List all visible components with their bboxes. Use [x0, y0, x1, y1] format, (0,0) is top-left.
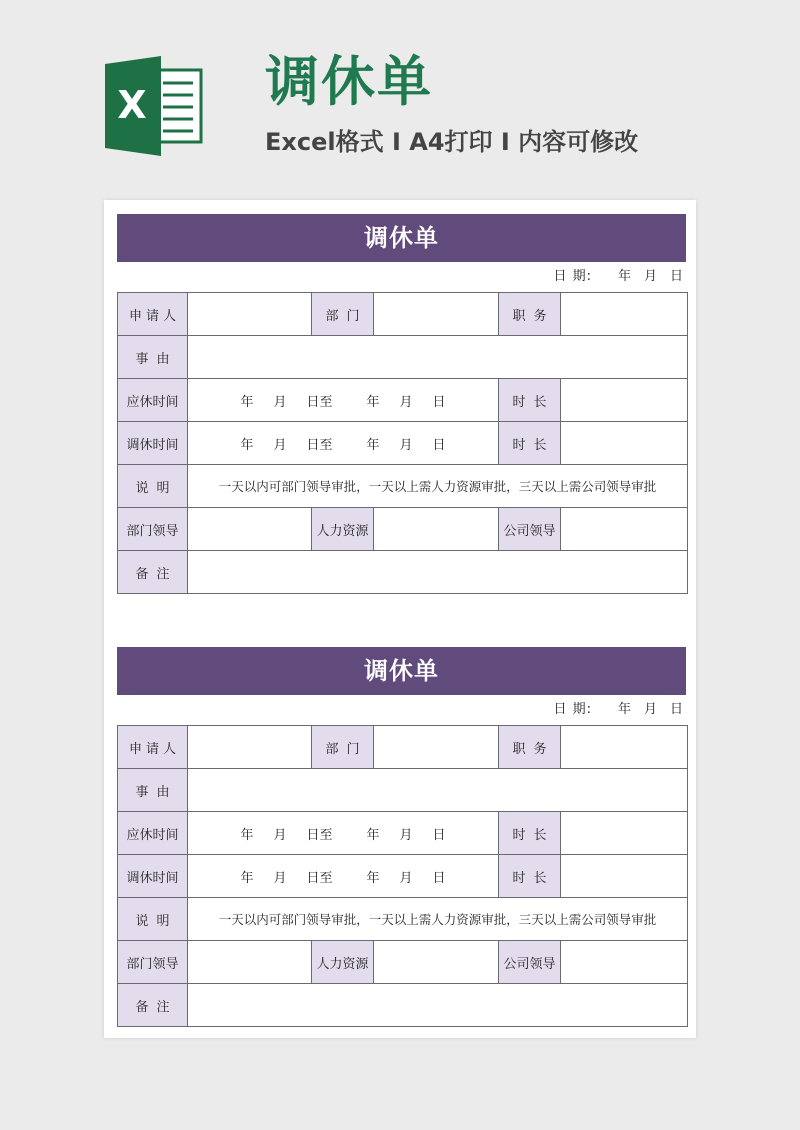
remarks-field[interactable] — [188, 551, 688, 594]
label-duration: 时长 — [499, 422, 561, 465]
department-field[interactable] — [374, 726, 499, 769]
form-title: 调休单 — [117, 214, 686, 262]
date-month: 月 — [643, 702, 658, 717]
adjusted-rest-date-range[interactable] — [188, 422, 499, 465]
table-row — [118, 984, 688, 1027]
date-month: 月 — [643, 269, 658, 284]
duration-field[interactable] — [561, 812, 688, 855]
range-month-start: 月 — [273, 437, 287, 453]
page-subtitle: Excel格式 I A4打印 I 内容可修改 — [265, 128, 639, 156]
label-dept-leader: 部门领导 — [118, 508, 188, 551]
leave-form-2 — [117, 647, 686, 1027]
page-title: 调休单 — [265, 50, 433, 113]
date-year: 年 — [617, 702, 632, 717]
range-month-end: 月 — [399, 437, 413, 453]
position-field[interactable] — [561, 726, 688, 769]
table-row — [118, 293, 688, 336]
leave-form-1 — [117, 214, 686, 594]
label-explanation: 说明 — [118, 465, 188, 508]
remarks-field[interactable] — [188, 984, 688, 1027]
label-remarks: 备注 — [118, 551, 188, 594]
range-year-start: 年 — [240, 827, 254, 843]
label-due-rest-time: 应休时间 — [118, 379, 188, 422]
range-month-start: 月 — [273, 870, 287, 886]
label-duration: 时长 — [499, 379, 561, 422]
applicant-field[interactable] — [188, 726, 312, 769]
range-month-end: 月 — [399, 394, 413, 410]
label-reason: 事由 — [118, 336, 188, 379]
duration-field[interactable] — [561, 379, 688, 422]
range-year-start: 年 — [240, 394, 254, 410]
range-year-end: 年 — [366, 870, 380, 886]
range-year-end: 年 — [366, 827, 380, 843]
label-dept-leader: 部门领导 — [118, 941, 188, 984]
table-row — [118, 508, 688, 551]
form-date-line — [117, 262, 686, 292]
range-year-end: 年 — [366, 437, 380, 453]
label-hr: 人力资源 — [312, 941, 374, 984]
table-row — [118, 769, 688, 812]
range-day-start: 日至 — [306, 394, 333, 410]
due-rest-date-range[interactable] — [188, 812, 499, 855]
dept-leader-field[interactable] — [188, 508, 312, 551]
label-duration: 时长 — [499, 812, 561, 855]
range-day-start: 日至 — [306, 827, 333, 843]
table-row — [118, 336, 688, 379]
table-row — [118, 855, 688, 898]
range-month-start: 月 — [273, 827, 287, 843]
applicant-field[interactable] — [188, 293, 312, 336]
department-field[interactable] — [374, 293, 499, 336]
adjusted-rest-date-range[interactable] — [188, 855, 499, 898]
range-day-start: 日至 — [306, 437, 333, 453]
label-position: 职务 — [499, 726, 561, 769]
label-adjusted-rest-time: 调休时间 — [118, 422, 188, 465]
form-table — [117, 725, 688, 1027]
label-applicant: 申请人 — [118, 293, 188, 336]
label-department: 部门 — [312, 293, 374, 336]
hr-field[interactable] — [374, 508, 499, 551]
table-row — [118, 726, 688, 769]
label-applicant: 申请人 — [118, 726, 188, 769]
table-row — [118, 898, 688, 941]
range-month-end: 月 — [399, 870, 413, 886]
page-header — [0, 0, 800, 190]
dept-leader-field[interactable] — [188, 941, 312, 984]
due-rest-date-range[interactable] — [188, 379, 499, 422]
date-day: 日 — [669, 269, 684, 284]
reason-field[interactable] — [188, 336, 688, 379]
label-duration: 时长 — [499, 855, 561, 898]
company-leader-field[interactable] — [561, 508, 688, 551]
date-day: 日 — [669, 702, 684, 717]
table-row — [118, 812, 688, 855]
table-row — [118, 379, 688, 422]
range-year-start: 年 — [240, 870, 254, 886]
excel-icon — [103, 56, 203, 156]
label-explanation: 说明 — [118, 898, 188, 941]
label-position: 职务 — [499, 293, 561, 336]
explanation-text: 一天以内可部门领导审批，一天以上需人力资源审批，三天以上需公司领导审批 — [188, 898, 688, 941]
document-sheet — [104, 200, 696, 1038]
label-company-leader: 公司领导 — [499, 508, 561, 551]
range-day-end: 日 — [432, 827, 446, 843]
label-hr: 人力资源 — [312, 508, 374, 551]
date-year: 年 — [617, 269, 632, 284]
label-reason: 事由 — [118, 769, 188, 812]
label-department: 部门 — [312, 726, 374, 769]
label-due-rest-time: 应休时间 — [118, 812, 188, 855]
range-year-end: 年 — [366, 394, 380, 410]
excel-logo-letter: X — [117, 83, 147, 127]
form-table — [117, 292, 688, 594]
range-day-end: 日 — [432, 394, 446, 410]
date-label: 日 期: — [553, 702, 592, 717]
position-field[interactable] — [561, 293, 688, 336]
reason-field[interactable] — [188, 769, 688, 812]
date-label: 日 期: — [553, 269, 592, 284]
range-day-end: 日 — [432, 870, 446, 886]
range-month-start: 月 — [273, 394, 287, 410]
label-remarks: 备注 — [118, 984, 188, 1027]
range-day-start: 日至 — [306, 870, 333, 886]
label-adjusted-rest-time: 调休时间 — [118, 855, 188, 898]
company-leader-field[interactable] — [561, 941, 688, 984]
range-year-start: 年 — [240, 437, 254, 453]
form-title: 调休单 — [117, 647, 686, 695]
form-date-line — [117, 695, 686, 725]
table-row — [118, 941, 688, 984]
duration-field[interactable] — [561, 422, 688, 465]
range-month-end: 月 — [399, 827, 413, 843]
hr-field[interactable] — [374, 941, 499, 984]
explanation-text: 一天以内可部门领导审批，一天以上需人力资源审批，三天以上需公司领导审批 — [188, 465, 688, 508]
label-company-leader: 公司领导 — [499, 941, 561, 984]
table-row — [118, 551, 688, 594]
duration-field[interactable] — [561, 855, 688, 898]
table-row — [118, 465, 688, 508]
range-day-end: 日 — [432, 437, 446, 453]
table-row — [118, 422, 688, 465]
